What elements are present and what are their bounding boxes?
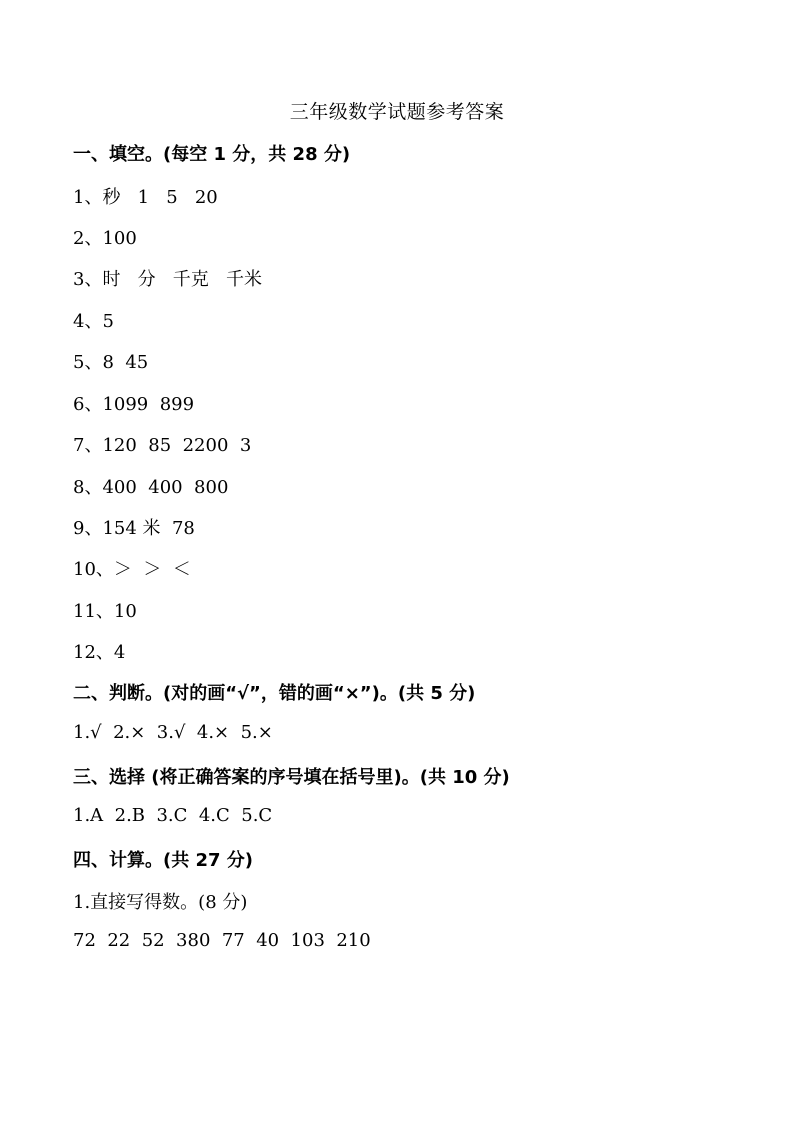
answer-line-6: 6、1099 899 (73, 394, 195, 415)
answer-line-7: 7、120 85 2200 3 (73, 435, 252, 456)
section-heading-calculation: 四、计算。(共 27 分) (73, 850, 254, 871)
section-heading-fill-blanks: 一、填空。(每空 1 分，共 28 分) (73, 144, 351, 165)
true-false-answers: 1.√ 2.× 3.√ 4.× 5.× (73, 722, 273, 743)
answer-line-8: 8、400 400 800 (73, 477, 229, 498)
section-heading-multiple-choice: 三、选择 (将正确答案的序号填在括号里)。(共 10 分) (73, 767, 510, 788)
answer-line-12: 12、4 (73, 642, 126, 663)
answer-line-4: 4、5 (73, 311, 114, 332)
answer-line-11: 11、10 (73, 601, 137, 622)
answer-line-10: 10、＞ ＞ ＜ (73, 559, 191, 580)
answer-line-9: 9、154 米 78 (73, 518, 195, 539)
calculation-answers: 72 22 52 380 77 40 103 210 (73, 930, 371, 951)
answer-line-5: 5、8 45 (73, 352, 149, 373)
section-heading-true-false: 二、判断。(对的画“√”，错的画“×”)。(共 5 分) (73, 683, 476, 704)
multiple-choice-answers: 1.A 2.B 3.C 4.C 5.C (73, 805, 273, 826)
answer-line-1: 1、秒 1 5 20 (73, 187, 218, 208)
page-title: 三年级数学试题参考答案 (289, 101, 505, 123)
answer-line-3: 3、时 分 千克 千米 (73, 269, 262, 290)
calculation-subheading: 1.直接写得数。(8 分) (73, 892, 248, 913)
answer-line-2: 2、100 (73, 228, 137, 249)
